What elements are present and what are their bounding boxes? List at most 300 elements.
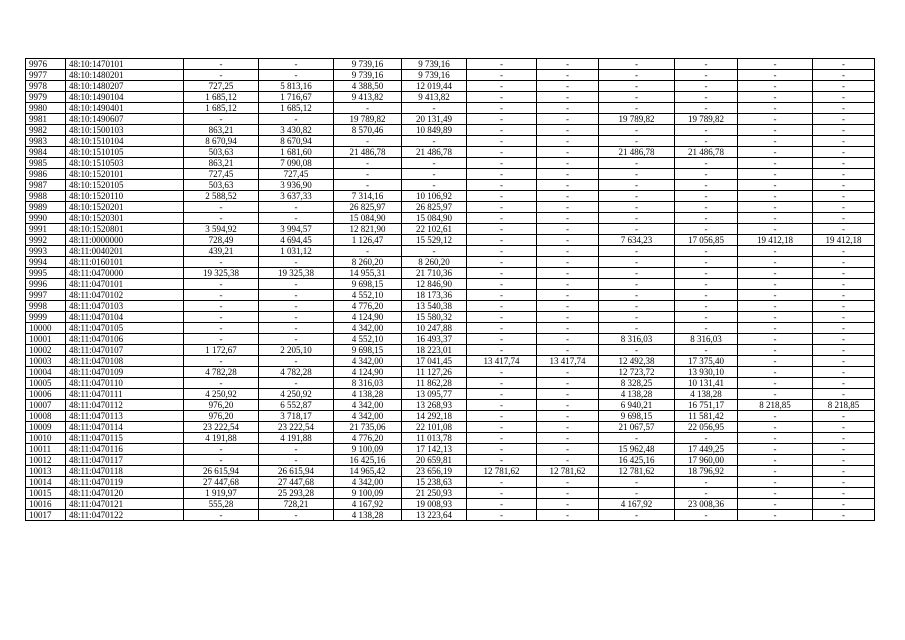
value-cell: - [738, 224, 813, 235]
value-cell: 728,49 [184, 235, 259, 246]
value-cell: - [813, 136, 875, 147]
value-cell: - [599, 246, 675, 257]
table-row [26, 125, 875, 136]
value-cell: 16 425,16 [334, 455, 402, 466]
value-cell: 14 955,31 [334, 268, 402, 279]
cadastral-code-cell: 48:10:1480201 [66, 70, 184, 81]
value-cell: 4 138,28 [334, 510, 402, 521]
row-number-cell: 10015 [26, 488, 66, 499]
value-cell: 863,21 [184, 158, 259, 169]
value-cell: 4 124,90 [334, 312, 402, 323]
value-cell: - [184, 510, 259, 521]
value-cell: 17 960,00 [675, 455, 738, 466]
value-cell: - [599, 202, 675, 213]
value-cell: - [537, 202, 599, 213]
value-cell: - [467, 345, 537, 356]
table-row [26, 455, 875, 466]
value-cell: - [467, 444, 537, 455]
value-cell: 10 247,88 [402, 323, 467, 334]
value-cell: 8 328,25 [599, 378, 675, 389]
value-cell: 3 430,82 [259, 125, 334, 136]
row-number-cell: 10008 [26, 411, 66, 422]
value-cell: - [813, 455, 875, 466]
row-number-cell: 10013 [26, 466, 66, 477]
table-row [26, 224, 875, 235]
value-cell: - [813, 158, 875, 169]
row-number-cell: 10011 [26, 444, 66, 455]
value-cell: 17 041,45 [402, 356, 467, 367]
value-cell: - [813, 389, 875, 400]
value-cell: 10 106,92 [402, 191, 467, 202]
cadastral-code-cell: 48:11:0470120 [66, 488, 184, 499]
value-cell: 17 449,25 [675, 444, 738, 455]
value-cell: - [467, 257, 537, 268]
value-cell: - [738, 59, 813, 70]
value-cell: - [813, 246, 875, 257]
cadastral-code-cell: 48:11:0470103 [66, 301, 184, 312]
value-cell: - [537, 323, 599, 334]
row-number-cell: 9998 [26, 301, 66, 312]
value-cell: - [537, 191, 599, 202]
value-cell: 10 131,41 [675, 378, 738, 389]
cadastral-code-cell: 48:11:0470106 [66, 334, 184, 345]
value-cell: 15 529,12 [402, 235, 467, 246]
value-cell: 3 594,92 [184, 224, 259, 235]
value-cell: 12 781,62 [537, 466, 599, 477]
value-cell: - [184, 279, 259, 290]
value-cell: - [537, 477, 599, 488]
value-cell: 8 260,20 [334, 257, 402, 268]
value-cell: 11 862,28 [402, 378, 467, 389]
row-number-cell: 9990 [26, 213, 66, 224]
table-row [26, 169, 875, 180]
value-cell: - [402, 180, 467, 191]
value-cell: 728,21 [259, 499, 334, 510]
table-row [26, 290, 875, 301]
cadastral-code-cell: 48:11:0470114 [66, 422, 184, 433]
cadastral-code-cell: 48:11:0470111 [66, 389, 184, 400]
value-cell: 9 698,15 [599, 411, 675, 422]
value-cell: - [738, 246, 813, 257]
value-cell: - [537, 59, 599, 70]
value-cell: 21 250,93 [402, 488, 467, 499]
value-cell: 4 138,28 [334, 389, 402, 400]
value-cell: - [184, 323, 259, 334]
value-cell: - [537, 499, 599, 510]
value-cell: - [813, 444, 875, 455]
value-cell: - [738, 301, 813, 312]
value-cell: - [537, 235, 599, 246]
cadastral-code-cell: 48:11:0470101 [66, 279, 184, 290]
value-cell: 19 789,82 [334, 114, 402, 125]
value-cell: - [334, 136, 402, 147]
value-cell: - [813, 466, 875, 477]
value-cell: - [259, 59, 334, 70]
value-cell: - [599, 103, 675, 114]
value-cell: - [467, 114, 537, 125]
value-cell: 976,20 [184, 411, 259, 422]
value-cell: - [738, 191, 813, 202]
value-cell: 4 342,00 [334, 323, 402, 334]
cadastral-code-cell: 48:11:0470110 [66, 378, 184, 389]
cadastral-code-cell: 48:11:0470109 [66, 367, 184, 378]
value-cell: - [184, 257, 259, 268]
row-number-cell: 9977 [26, 70, 66, 81]
value-cell: - [537, 334, 599, 345]
value-cell: - [259, 378, 334, 389]
value-cell: 4 167,92 [334, 499, 402, 510]
value-cell: 21 067,57 [599, 422, 675, 433]
value-cell: - [813, 367, 875, 378]
value-cell: 4 782,28 [184, 367, 259, 378]
row-number-cell: 10016 [26, 499, 66, 510]
value-cell: - [738, 81, 813, 92]
value-cell: - [467, 312, 537, 323]
value-cell: 8 670,94 [259, 136, 334, 147]
value-cell: - [599, 433, 675, 444]
value-cell: 6 552,87 [259, 400, 334, 411]
value-cell: - [675, 290, 738, 301]
value-cell: 9 739,16 [402, 70, 467, 81]
cadastral-code-cell: 48:10:1500103 [66, 125, 184, 136]
value-cell: 9 739,16 [334, 70, 402, 81]
value-cell: 26 615,94 [184, 466, 259, 477]
value-cell: 4 138,28 [599, 389, 675, 400]
row-number-cell: 10012 [26, 455, 66, 466]
value-cell: - [675, 224, 738, 235]
value-cell: - [675, 103, 738, 114]
value-cell: - [537, 103, 599, 114]
value-cell: 19 789,82 [599, 114, 675, 125]
value-cell: - [259, 301, 334, 312]
value-cell: 503,63 [184, 147, 259, 158]
value-cell: 6 940,21 [599, 400, 675, 411]
value-cell: - [738, 202, 813, 213]
cadastral-value-table [25, 58, 875, 521]
value-cell: - [675, 202, 738, 213]
value-cell: 12 723,72 [599, 367, 675, 378]
cadastral-code-cell: 48:10:1520201 [66, 202, 184, 213]
value-cell: - [599, 191, 675, 202]
value-cell: - [599, 301, 675, 312]
value-cell: - [184, 334, 259, 345]
value-cell: - [813, 81, 875, 92]
value-cell: - [813, 378, 875, 389]
table-row [26, 466, 875, 477]
value-cell: 8 670,94 [184, 136, 259, 147]
value-cell: - [738, 334, 813, 345]
value-cell: - [738, 466, 813, 477]
value-cell: - [738, 422, 813, 433]
value-cell: - [537, 213, 599, 224]
value-cell: - [184, 202, 259, 213]
value-cell: 19 412,18 [813, 235, 875, 246]
value-cell: - [813, 92, 875, 103]
value-cell: - [813, 279, 875, 290]
value-cell: 15 084,90 [334, 213, 402, 224]
value-cell: - [467, 301, 537, 312]
value-cell: 12 492,38 [599, 356, 675, 367]
value-cell: - [467, 378, 537, 389]
value-cell: 8 316,03 [599, 334, 675, 345]
value-cell: 26 825,97 [334, 202, 402, 213]
value-cell: 727,25 [184, 81, 259, 92]
value-cell: 7 090,08 [259, 158, 334, 169]
value-cell: - [537, 180, 599, 191]
value-cell: 8 316,03 [334, 378, 402, 389]
value-cell: - [537, 301, 599, 312]
value-cell: - [813, 202, 875, 213]
row-number-cell: 10006 [26, 389, 66, 400]
value-cell: - [467, 290, 537, 301]
value-cell: - [334, 246, 402, 257]
row-number-cell: 9984 [26, 147, 66, 158]
row-number-cell: 9997 [26, 290, 66, 301]
table-row [26, 444, 875, 455]
value-cell: - [537, 411, 599, 422]
value-cell: - [675, 191, 738, 202]
value-cell: - [467, 224, 537, 235]
value-cell: - [675, 433, 738, 444]
table-row [26, 510, 875, 521]
value-cell: 4 124,90 [334, 367, 402, 378]
value-cell: 4 167,92 [599, 499, 675, 510]
value-cell: 12 821,90 [334, 224, 402, 235]
value-cell: 17 142,13 [402, 444, 467, 455]
value-cell: - [813, 488, 875, 499]
value-cell: - [537, 367, 599, 378]
value-cell: 5 813,16 [259, 81, 334, 92]
value-cell: - [599, 312, 675, 323]
value-cell: - [467, 59, 537, 70]
table-row [26, 103, 875, 114]
value-cell: - [738, 290, 813, 301]
value-cell: - [599, 345, 675, 356]
table-row [26, 81, 875, 92]
value-cell: 9 100,09 [334, 444, 402, 455]
value-cell: 13 930,10 [675, 367, 738, 378]
cadastral-code-cell: 48:10:1520110 [66, 191, 184, 202]
value-cell: - [537, 345, 599, 356]
value-cell: - [738, 279, 813, 290]
value-cell: 3 637,33 [259, 191, 334, 202]
table-row [26, 268, 875, 279]
value-cell: 14 292,18 [402, 411, 467, 422]
value-cell: - [599, 268, 675, 279]
row-number-cell: 9993 [26, 246, 66, 257]
value-cell: - [599, 488, 675, 499]
value-cell: 12 781,62 [599, 466, 675, 477]
value-cell: 19 008,93 [402, 499, 467, 510]
row-number-cell: 9988 [26, 191, 66, 202]
row-number-cell: 9995 [26, 268, 66, 279]
table-row [26, 279, 875, 290]
row-number-cell: 9987 [26, 180, 66, 191]
value-cell: 18 173,36 [402, 290, 467, 301]
value-cell: - [675, 213, 738, 224]
value-cell: - [467, 70, 537, 81]
value-cell: - [675, 477, 738, 488]
value-cell: - [675, 312, 738, 323]
value-cell: - [738, 312, 813, 323]
value-cell: 4 776,20 [334, 433, 402, 444]
value-cell: 8 316,03 [675, 334, 738, 345]
value-cell: - [259, 312, 334, 323]
value-cell: - [259, 455, 334, 466]
value-cell: - [402, 158, 467, 169]
table-row [26, 70, 875, 81]
value-cell: - [675, 246, 738, 257]
value-cell: - [467, 136, 537, 147]
value-cell: 4 342,00 [334, 356, 402, 367]
value-cell: - [738, 444, 813, 455]
value-cell: 4 388,50 [334, 81, 402, 92]
value-cell: - [467, 180, 537, 191]
value-cell: - [813, 213, 875, 224]
cadastral-code-cell: 48:10:1490607 [66, 114, 184, 125]
value-cell: - [738, 257, 813, 268]
table-row [26, 147, 875, 158]
row-number-cell: 10002 [26, 345, 66, 356]
cadastral-code-cell: 48:11:0470000 [66, 268, 184, 279]
cadastral-code-cell: 48:11:0470117 [66, 455, 184, 466]
value-cell: - [675, 180, 738, 191]
value-cell: 26 825,97 [402, 202, 467, 213]
value-cell: 4 782,28 [259, 367, 334, 378]
value-cell: - [738, 488, 813, 499]
value-cell: 13 540,38 [402, 301, 467, 312]
value-cell: 20 659,81 [402, 455, 467, 466]
cadastral-code-cell: 48:11:0470116 [66, 444, 184, 455]
value-cell: 21 710,36 [402, 268, 467, 279]
cadastral-code-cell: 48:11:0470108 [66, 356, 184, 367]
table-row [26, 213, 875, 224]
value-cell: - [675, 301, 738, 312]
row-number-cell: 10017 [26, 510, 66, 521]
value-cell: - [599, 224, 675, 235]
value-cell: - [813, 290, 875, 301]
value-cell: - [599, 136, 675, 147]
value-cell: 22 056,95 [675, 422, 738, 433]
value-cell: - [467, 92, 537, 103]
value-cell: - [675, 59, 738, 70]
value-cell: - [738, 477, 813, 488]
value-cell: 21 486,78 [402, 147, 467, 158]
value-cell: 4 250,92 [184, 389, 259, 400]
value-cell: - [334, 180, 402, 191]
value-cell: - [813, 224, 875, 235]
value-cell: - [402, 169, 467, 180]
value-cell: - [259, 114, 334, 125]
row-number-cell: 9979 [26, 92, 66, 103]
value-cell: 3 994,57 [259, 224, 334, 235]
value-cell: - [334, 169, 402, 180]
value-cell: - [675, 279, 738, 290]
value-cell: - [537, 290, 599, 301]
value-cell: - [599, 279, 675, 290]
value-cell: - [467, 499, 537, 510]
value-cell: - [259, 290, 334, 301]
value-cell: 11 013,78 [402, 433, 467, 444]
value-cell: - [184, 301, 259, 312]
value-cell: - [813, 180, 875, 191]
value-cell: - [537, 312, 599, 323]
value-cell: - [537, 279, 599, 290]
value-cell: - [599, 323, 675, 334]
value-cell: - [467, 433, 537, 444]
cadastral-code-cell: 48:11:0470122 [66, 510, 184, 521]
value-cell: - [537, 488, 599, 499]
value-cell: - [184, 213, 259, 224]
value-cell: - [184, 59, 259, 70]
cadastral-code-cell: 48:11:0470113 [66, 411, 184, 422]
value-cell: - [537, 169, 599, 180]
table-row [26, 334, 875, 345]
value-cell: - [599, 510, 675, 521]
row-number-cell: 10007 [26, 400, 66, 411]
value-cell: 2 588,52 [184, 191, 259, 202]
value-cell: 1 716,67 [259, 92, 334, 103]
value-cell: 18 223,01 [402, 345, 467, 356]
table-row [26, 136, 875, 147]
value-cell: - [537, 433, 599, 444]
value-cell: - [675, 488, 738, 499]
value-cell: - [537, 268, 599, 279]
value-cell: - [813, 268, 875, 279]
value-cell: - [675, 510, 738, 521]
value-cell: - [537, 455, 599, 466]
value-cell: - [259, 334, 334, 345]
value-cell: - [738, 180, 813, 191]
value-cell: 4 342,00 [334, 400, 402, 411]
value-cell: 439,21 [184, 246, 259, 257]
value-cell: - [738, 323, 813, 334]
table-row [26, 202, 875, 213]
table-row [26, 312, 875, 323]
value-cell: - [675, 345, 738, 356]
cadastral-code-cell: 48:11:0470104 [66, 312, 184, 323]
value-cell: - [259, 444, 334, 455]
value-cell: - [537, 400, 599, 411]
row-number-cell: 9986 [26, 169, 66, 180]
value-cell: 1 685,12 [184, 103, 259, 114]
value-cell: - [599, 477, 675, 488]
value-cell: - [537, 92, 599, 103]
value-cell: - [259, 202, 334, 213]
value-cell: - [467, 268, 537, 279]
value-cell: 12 846,90 [402, 279, 467, 290]
table-row [26, 180, 875, 191]
value-cell: - [599, 180, 675, 191]
value-cell: 15 084,90 [402, 213, 467, 224]
value-cell: 4 250,92 [259, 389, 334, 400]
value-cell: 15 962,48 [599, 444, 675, 455]
value-cell: 21 486,78 [334, 147, 402, 158]
cadastral-code-cell: 48:10:1510503 [66, 158, 184, 169]
value-cell: - [467, 213, 537, 224]
value-cell: 15 580,32 [402, 312, 467, 323]
value-cell: - [259, 257, 334, 268]
cadastral-code-cell: 48:11:0470118 [66, 466, 184, 477]
value-cell: 23 222,54 [259, 422, 334, 433]
value-cell: - [813, 356, 875, 367]
value-cell: 23 008,36 [675, 499, 738, 510]
value-cell: 16 493,37 [402, 334, 467, 345]
value-cell: - [184, 455, 259, 466]
value-cell: 555,28 [184, 499, 259, 510]
value-cell: - [813, 147, 875, 158]
value-cell: - [738, 411, 813, 422]
